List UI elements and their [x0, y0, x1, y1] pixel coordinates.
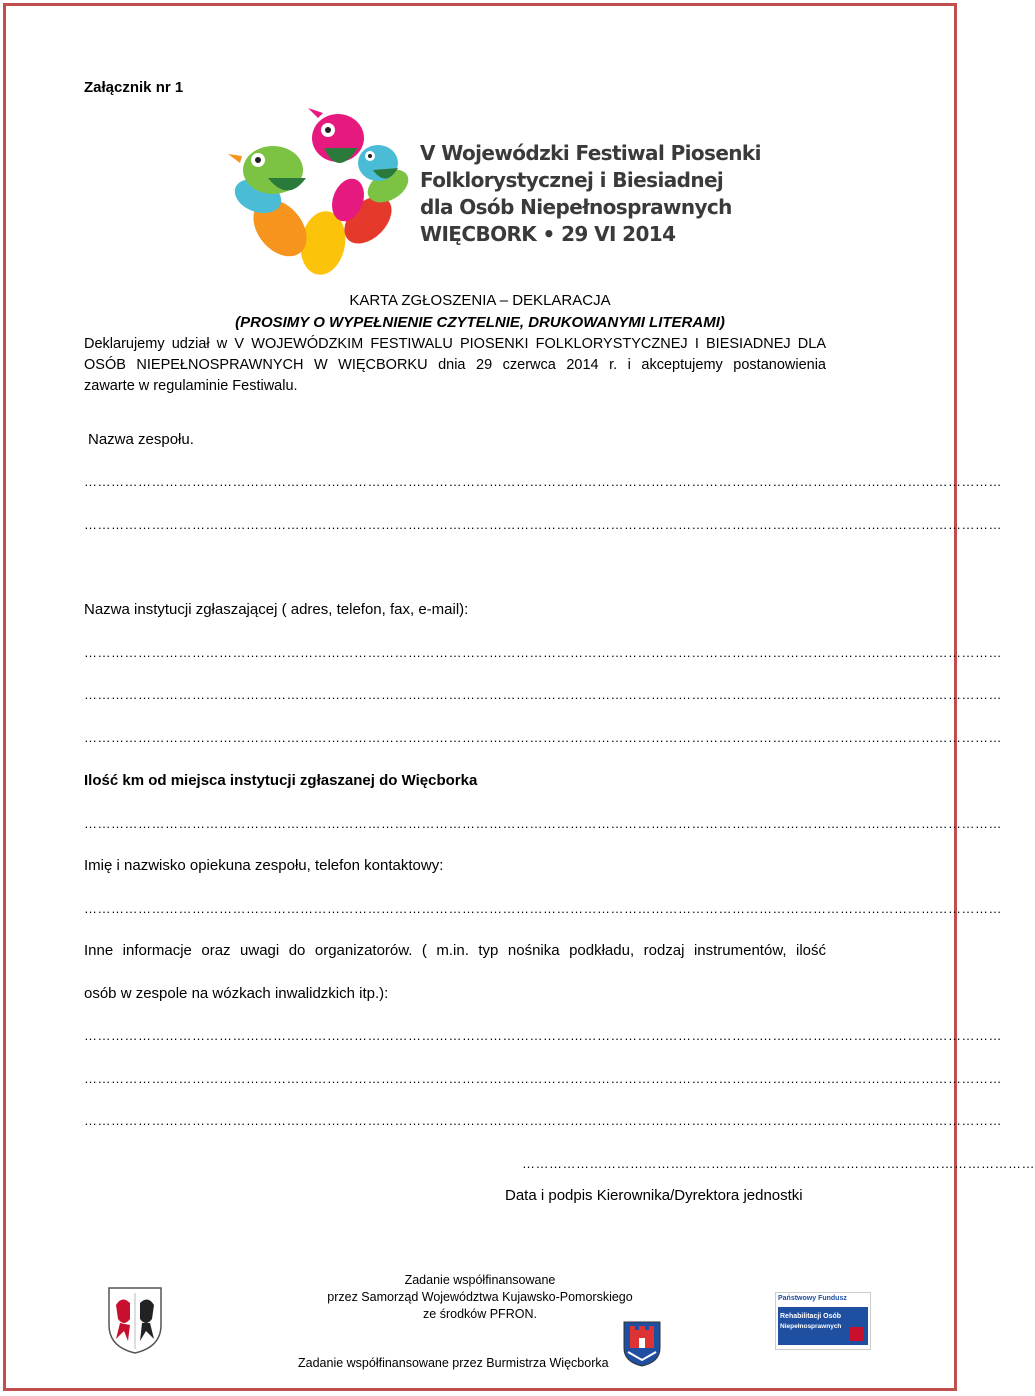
form-title: KARTA ZGŁOSZENIA – DEKLARACJA: [349, 292, 611, 309]
pfron-logo: [775, 1292, 871, 1350]
mayor-cofinanced-line: Zadanie współfinansowane przez Burmistrza Więcborka: [298, 1356, 609, 1370]
signature-label: Data i podpis Kierownika/Dyrektora jednostki: [505, 1187, 803, 1204]
other-info-label-line-2: osób w zespole na wózkach inwalidzkich itp.):: [84, 985, 389, 1002]
pfron-logo-line-3: Niepełnosprawnych: [780, 1323, 842, 1330]
team-name-label: Nazwa zespołu.: [88, 431, 194, 448]
other-info-label-line-1: Inne informacje oraz uwagi do organizatorów. ( m.in. typ nośnika podkładu, rodzaj instrumentów, ilość: [84, 942, 826, 959]
declaration-line-3: zawarte w regulaminie Festiwalu.: [84, 378, 298, 394]
team-name-field-1[interactable]: ……………………………………………………………………………………………………………………………………………………………………………………: [84, 474, 1002, 489]
declaration-line-1: Deklarujemy udział w V WOJEWÓDZKIM FESTIWALU PIOSENKI FOLKLORYSTYCZNEJ I BIESIADNEJ DLA: [84, 336, 826, 352]
other-info-field-3[interactable]: ……………………………………………………………………………………………………………………………………………………………………………………: [84, 1113, 1002, 1128]
pfron-logo-line-2: Rehabilitacji Osób: [780, 1313, 842, 1320]
signature-field[interactable]: ……………………………………………………………………………………………………: [522, 1156, 1035, 1171]
festival-title-line-4: WIĘCBORK • 29 VI 2014: [420, 222, 676, 246]
cofinanced-line-1: Zadanie współfinansowane: [404, 1273, 556, 1287]
declaration-line-2: OSÓB NIEPEŁNOSPRAWNYCH W WIĘCBORKU dnia 29 czerwca 2014 r. i akceptujemy postanowienia: [84, 357, 826, 373]
wiecbork-coat-of-arms-icon: [622, 1320, 662, 1368]
institution-label: Nazwa instytucji zgłaszającej ( adres, telefon, fax, e-mail):: [84, 601, 469, 618]
other-info-field-2[interactable]: ……………………………………………………………………………………………………………………………………………………………………………………: [84, 1071, 1002, 1086]
pfron-logo-line-1: Państwowy Fundusz: [778, 1295, 847, 1302]
institution-field-1[interactable]: ……………………………………………………………………………………………………………………………………………………………………………………: [84, 645, 1002, 660]
voivodeship-coat-of-arms-icon: [106, 1285, 164, 1355]
festival-title-line-3: dla Osób Niepełnosprawnych: [420, 195, 732, 219]
festival-title-line-1: V Wojewódzki Festiwal Piosenki: [420, 141, 761, 165]
festival-title-line-2: Folklorystycznej i Biesiadnej: [420, 168, 724, 192]
distance-field[interactable]: ……………………………………………………………………………………………………………………………………………………………………………………: [84, 816, 1002, 831]
other-info-field-1[interactable]: ……………………………………………………………………………………………………………………………………………………………………………………: [84, 1028, 1002, 1043]
annex-label: Załącznik nr 1: [84, 79, 184, 96]
institution-field-3[interactable]: ……………………………………………………………………………………………………………………………………………………………………………………: [84, 730, 1002, 745]
form-subtitle: (PROSIMY O WYPEŁNIENIE CZYTELNIE, DRUKOWANYMI LITERAMI): [235, 314, 725, 331]
festival-birds-logo: [228, 108, 418, 278]
cofinanced-line-2: przez Samorząd Województwa Kujawsko-Pomorskiego: [327, 1290, 633, 1304]
team-name-field-2[interactable]: ……………………………………………………………………………………………………………………………………………………………………………………: [84, 517, 1002, 532]
guardian-label: Imię i nazwisko opiekuna zespołu, telefon kontaktowy:: [84, 857, 444, 874]
distance-label: Ilość km od miejsca instytucji zgłaszanej do Więcborka: [84, 772, 478, 789]
cofinanced-line-3: ze środków PFRON.: [423, 1307, 537, 1321]
guardian-field[interactable]: ……………………………………………………………………………………………………………………………………………………………………………………: [84, 901, 1002, 916]
institution-field-2[interactable]: ……………………………………………………………………………………………………………………………………………………………………………………: [84, 687, 1002, 702]
